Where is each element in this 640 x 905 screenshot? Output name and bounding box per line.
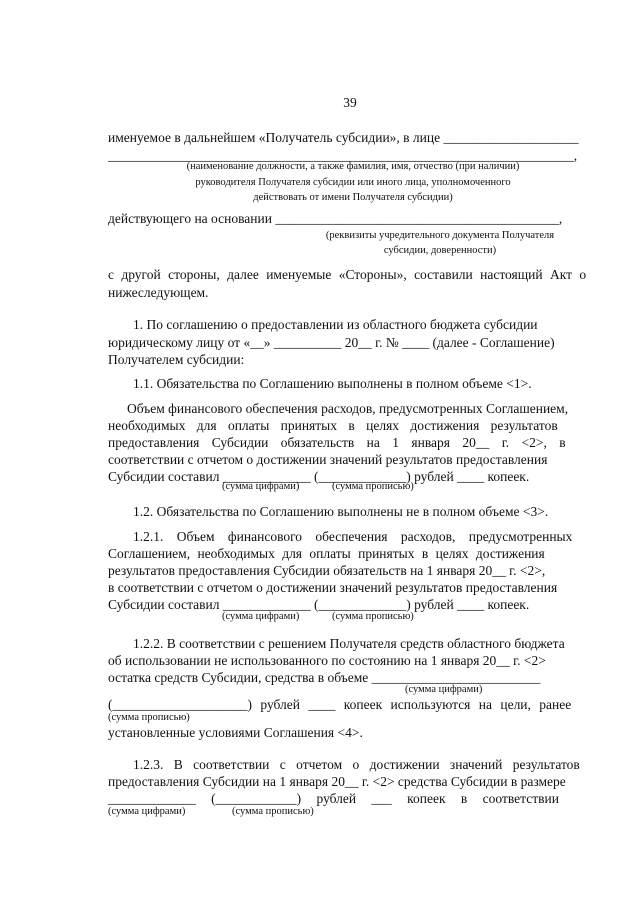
- text-line: юридическому лицу от «__» __________ 20__ г. № ____ (далее - Соглашение): [108, 335, 555, 350]
- text-line: действующего на основании __________________________________________,: [108, 211, 563, 226]
- caption: субсидии, доверенности): [383, 245, 497, 256]
- page-number: 39: [343, 95, 357, 110]
- text-line: Соглашением, необходимых для оплаты принятых в целях достижения: [108, 546, 545, 561]
- text-line: установленные условиями Соглашения <4>.: [108, 725, 363, 740]
- text-line: 1.2.1. Объем финансового обеспечения расходов, предусмотренных: [133, 529, 573, 544]
- caption: (сумма прописью): [108, 712, 190, 723]
- text-line: Получателем субсидии:: [108, 352, 245, 367]
- text-line: Субсидии составил _____________ (_____________) рублей ____ копеек.: [108, 469, 530, 484]
- text-line: результатов предоставления Субсидии обязательств на 1 января 20__ г. <2>,: [108, 563, 546, 578]
- text-line: (____________________) рублей ____ копеек используются на цели, ранее: [108, 697, 572, 712]
- text-line: об использовании не использованного по состоянию на 1 января 20__ г. <2>: [108, 653, 546, 668]
- text-line: в соответствии с отчетом о достижении значений результатов предоставления: [108, 580, 558, 595]
- text-line: 1.2.2. В соответствии с решением Получателя средств областного бюджета: [133, 636, 565, 651]
- text-line: Объем финансового обеспечения расходов, предусмотренных Соглашением,: [127, 401, 569, 416]
- caption: (реквизиты учредительного документа Получателя: [325, 230, 555, 241]
- text-line: Субсидии составил _____________ (_____________) рублей ____ копеек.: [108, 597, 530, 612]
- text-line: предоставления Субсидии обязательств на 1 января 20__ г. <2>, в: [108, 435, 566, 450]
- caption: (сумма прописью): [332, 481, 414, 492]
- caption: руководителя Получателя субсидии или иного лица, уполномоченного: [195, 177, 511, 188]
- caption: (сумма цифрами): [222, 481, 300, 492]
- caption: (сумма прописью): [332, 611, 414, 622]
- text-line: именуемое в дальнейшем «Получатель субсидии», в лице ____________________: [108, 130, 579, 145]
- caption: действовать от имени Получателя субсидии): [253, 192, 453, 203]
- caption: (наименование должности, а также фамилия, имя, отчество (при наличии): [186, 161, 520, 172]
- text-line: остатка средств Субсидии, средства в объеме _________________________: [108, 670, 541, 685]
- text-line: 1.2. Обязательства по Соглашению выполнены не в полном объеме <3>.: [133, 504, 549, 519]
- text-line: предоставления Субсидии на 1 января 20__ г. <2> средства Субсидии в размере: [108, 774, 566, 789]
- caption: (сумма прописью): [232, 806, 314, 817]
- text-line: 1. По соглашению о предоставлении из областного бюджета субсидии: [133, 317, 538, 332]
- text-line: с другой стороны, далее именуемые «Стороны», составили настоящий Акт о: [108, 267, 587, 282]
- text-line: _____________ (____________) рублей ___ копеек в соответствии: [108, 791, 559, 806]
- caption: (сумма цифрами): [108, 806, 186, 817]
- text-line: необходимых для оплаты принятых в целях достижения результатов: [108, 418, 558, 433]
- text-line: 1.2.3. В соответствии с отчетом о достижении значений результатов: [133, 757, 580, 772]
- text-line: 1.1. Обязательства по Соглашению выполнены в полном объеме <1>.: [133, 376, 532, 391]
- text-line: соответствии с отчетом о достижении значений результатов предоставления: [108, 452, 548, 467]
- text-line: нижеследующем.: [108, 285, 209, 300]
- caption: (сумма цифрами): [405, 684, 483, 695]
- caption: (сумма цифрами): [222, 611, 300, 622]
- text-line: _____________________________________________________________________,: [108, 148, 578, 163]
